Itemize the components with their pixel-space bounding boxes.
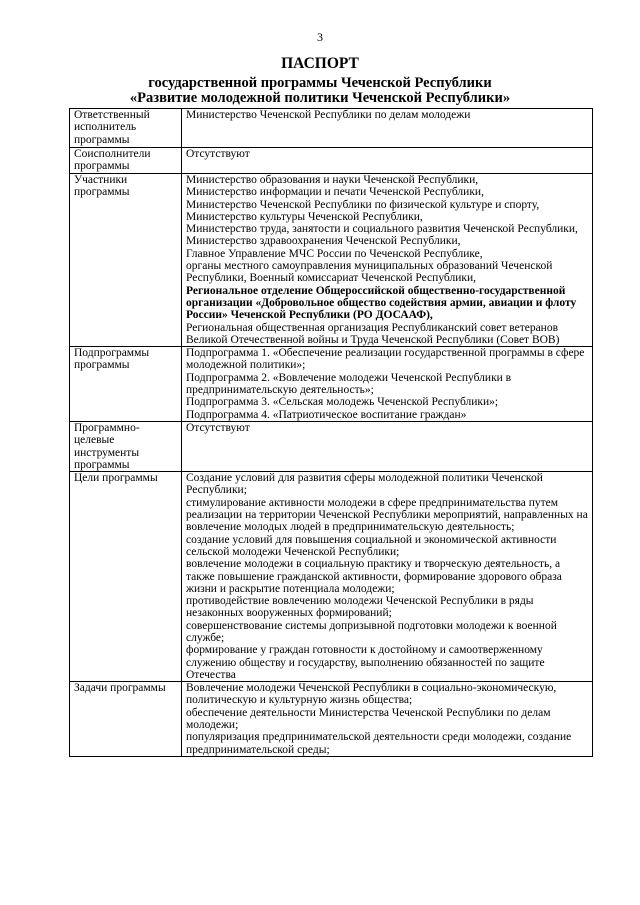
content-line: стимулирование активности молодежи в сфере предпринимательства путем реализации на территории Чеченской Республики мероприятий, направленных на вовлечение молодых людей в предпринимательскую деятельность;: [186, 496, 588, 534]
passport-table: [69, 108, 593, 757]
document-subtitle: [0, 76, 640, 105]
content-line: Подпрограмма 3. «Сельская молодежь Чеченской Республики»;: [186, 396, 499, 409]
content-line: Министерство культуры Чеченской Республики,: [186, 210, 423, 223]
row-content: [182, 148, 593, 174]
content-line: Отсутствуют: [186, 148, 250, 160]
content-line-bold: Региональное отделение Общероссийской общественно-государственной организации «Добровольное общество содействия армии, авиации и флоту России» Чеченской Республики (РО ДОСААФ),: [186, 284, 577, 322]
content-line: вовлечение молодежи в социальную практику и творческую деятельность, а также повышение гражданской активности, формирование здорового образа жизни и раскрытие потенциала молодежи;: [186, 558, 562, 595]
page-number: 3: [317, 30, 323, 44]
row-content: [182, 174, 593, 347]
row-label: Задачи программы: [70, 682, 182, 757]
content-line: Министерство образования и науки Чеченской Республики,: [186, 174, 479, 186]
content-line: Создание условий для развития сферы молодежной политики Чеченской Республики;: [186, 472, 543, 497]
row-label: Ответственный исполнитель программы: [70, 109, 182, 148]
row-label: Программно-целевые инструменты программы: [70, 421, 182, 471]
content-line: Министерство информации и печати Чеченской Республики,: [186, 186, 484, 199]
table-row-participants: [70, 174, 593, 347]
row-content: [182, 109, 593, 148]
subtitle-line-1: государственной программы Чеченской Республики: [148, 75, 492, 91]
content-line: Подпрограмма 2. «Вовлечение молодежи Чеченской Республики в предпринимательскую деятельность»;: [186, 371, 512, 397]
table-row-coexecutors: [70, 148, 593, 174]
content-line: обеспечение деятельности Министерства Чеченской Республики по делам молодежи;: [186, 706, 551, 732]
table-row-goals: [70, 472, 593, 682]
table-row-tools: [70, 421, 593, 471]
content-line: создание условий для повышения социальной и экономической активности сельской молодежи Чеченской Республики;: [186, 533, 557, 558]
content-line: органы местного самоуправления муниципальных образований Чеченской Республики, Военный комиссариат Чеченской Республики,: [186, 260, 553, 285]
content-line: Вовлечение молодежи Чеченской Республики в социально-экономическую, политическую и культурную жизнь общества;: [186, 682, 557, 707]
document-title: ПАСПОРТ: [281, 55, 359, 72]
content-line: Отсутствуют: [186, 421, 250, 434]
content-line: Министерство труда, занятости и социального развития Чеченской Республики, Министерство здравоохранения Чеченской Республики,: [186, 223, 578, 248]
content-line: совершенствование системы допризывной подготовки молодежи к военной службе;: [186, 619, 557, 644]
table-row-subprograms: [70, 347, 593, 422]
content-line: Региональная общественная организация Республиканский совет ветеранов Великой Отечественной войны и Труда Чеченской Республики (Совет ВОВ): [186, 321, 560, 346]
content-line: популяризация предпринимательской деятельности среди молодежи, создание предпринимательской среды;: [186, 731, 572, 756]
content-line: Министерство Чеченской Республики по делам молодежи: [186, 109, 471, 121]
row-label: Соисполнители программы: [70, 148, 182, 174]
content-line: Министерство Чеченской Республики по физической культуре и спорту,: [186, 198, 540, 211]
table-row-tasks: [70, 682, 593, 757]
row-content: [182, 472, 593, 682]
content-line: формирование у граждан готовности к достойному и самоотверженному служению обществу и государству, выполнению обязанностей по защите Отечества: [186, 644, 545, 681]
row-label: Цели программы: [70, 472, 182, 682]
row-content: [182, 347, 593, 422]
content-line: Главное Управление МЧС России по Чеченской Республике,: [186, 247, 483, 260]
table-row-responsible: [70, 109, 593, 148]
row-content: [182, 682, 593, 757]
subtitle-line-2: «Развитие молодежной политики Чеченской Республики»: [129, 89, 511, 106]
content-line: Подпрограмма 4. «Патриотическое воспитание граждан»: [186, 408, 467, 421]
content-line: противодействие вовлечению молодежи Чеченской Республики в ряды незаконных вооруженных формирований;: [186, 595, 534, 620]
row-label: Подпрограммы программы: [70, 347, 182, 422]
row-content: [182, 421, 593, 471]
row-label: Участники программы: [70, 174, 182, 347]
content-line: Подпрограмма 1. «Обеспечение реализации государственной программы в сфере молодежной политики»;: [186, 347, 585, 372]
